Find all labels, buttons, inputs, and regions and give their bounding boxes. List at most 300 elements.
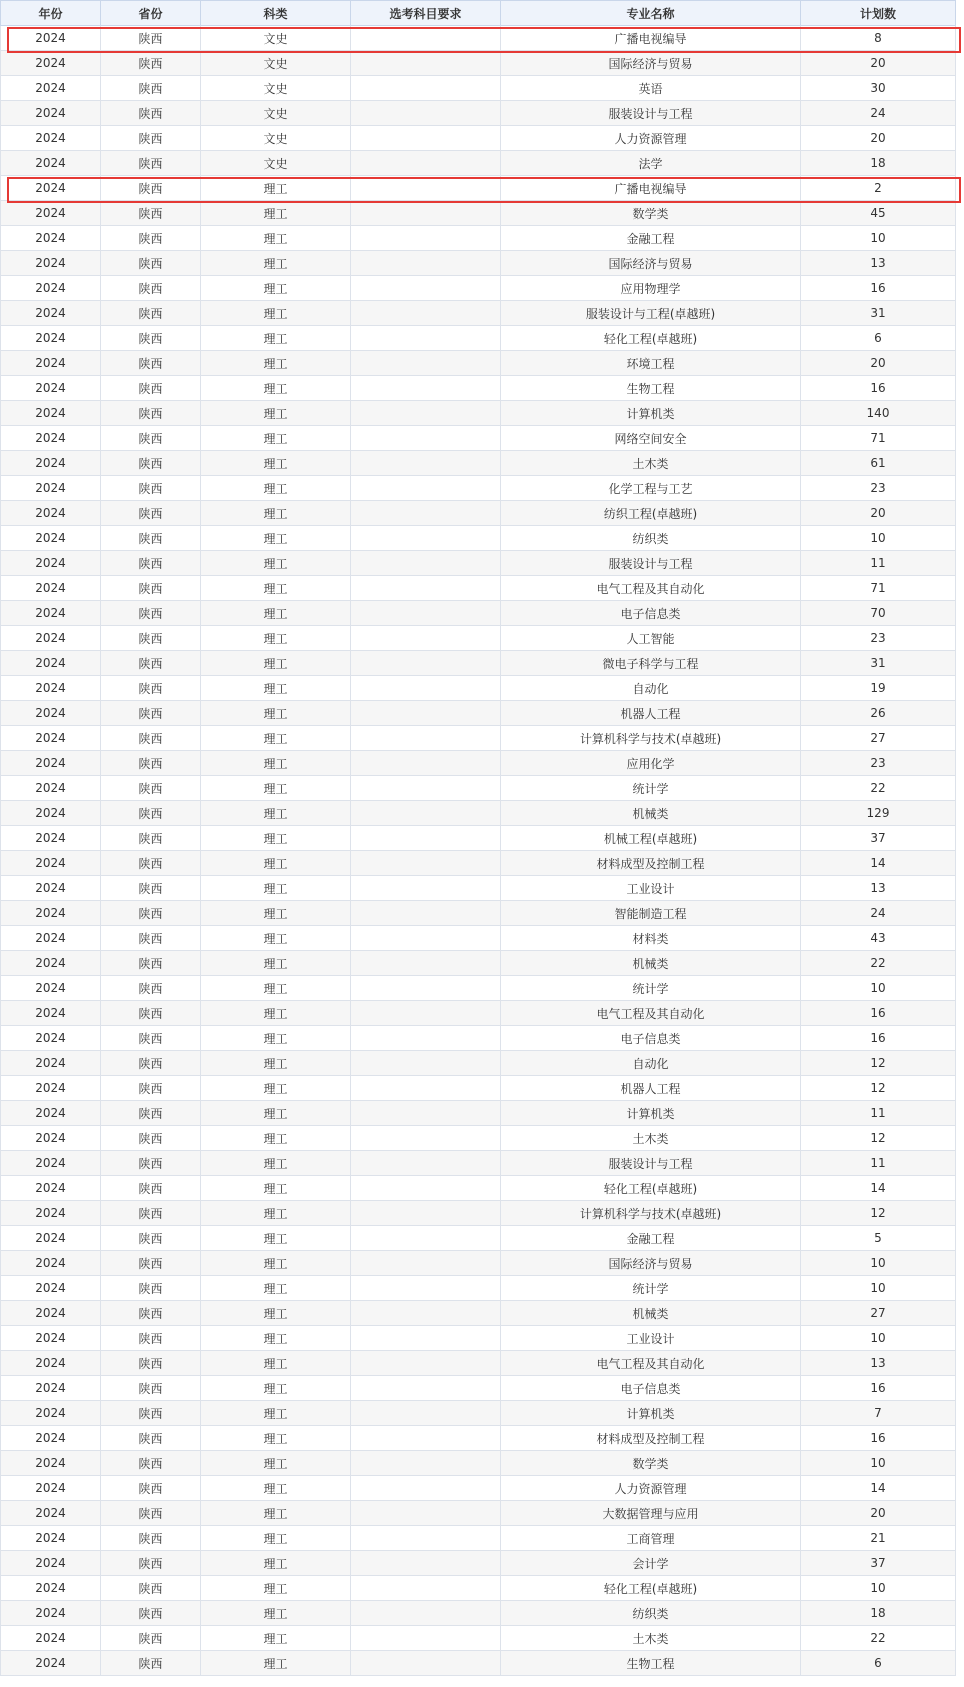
table-row [1,401,956,426]
cell-major-name: 国际经济与贸易 [501,1251,801,1276]
cell-province: 陕西 [101,926,201,951]
cell-subject-requirement [351,626,501,651]
cell-category: 理工 [201,751,351,776]
cell-year: 2024 [1,1151,101,1176]
cell-plan-count: 20 [801,126,956,151]
cell-year: 2024 [1,126,101,151]
table-row [1,201,956,226]
table-row [1,101,956,126]
table-row [1,1076,956,1101]
cell-subject-requirement [351,726,501,751]
cell-plan-count: 37 [801,826,956,851]
table-row [1,776,956,801]
cell-major-name: 电子信息类 [501,601,801,626]
table-row [1,601,956,626]
cell-category: 理工 [201,951,351,976]
cell-subject-requirement [351,1026,501,1051]
cell-major-name: 网络空间安全 [501,426,801,451]
table-row [1,1001,956,1026]
cell-category: 理工 [201,1376,351,1401]
cell-major-name: 机械类 [501,801,801,826]
cell-year: 2024 [1,676,101,701]
cell-year: 2024 [1,276,101,301]
cell-plan-count: 18 [801,151,956,176]
cell-plan-count: 14 [801,1176,956,1201]
cell-major-name: 生物工程 [501,1651,801,1676]
cell-province: 陕西 [101,851,201,876]
cell-plan-count: 13 [801,1351,956,1376]
cell-category: 理工 [201,1551,351,1576]
cell-province: 陕西 [101,601,201,626]
cell-year: 2024 [1,1451,101,1476]
table-row [1,251,956,276]
cell-category: 理工 [201,326,351,351]
cell-subject-requirement [351,176,501,201]
cell-category: 文史 [201,26,351,51]
cell-category: 理工 [201,1476,351,1501]
cell-major-name: 会计学 [501,1551,801,1576]
cell-category: 理工 [201,726,351,751]
cell-year: 2024 [1,101,101,126]
cell-subject-requirement [351,401,501,426]
cell-province: 陕西 [101,776,201,801]
cell-year: 2024 [1,1001,101,1026]
cell-province: 陕西 [101,976,201,1001]
cell-plan-count: 61 [801,451,956,476]
cell-province: 陕西 [101,1601,201,1626]
cell-major-name: 机器人工程 [501,701,801,726]
cell-year: 2024 [1,876,101,901]
cell-year: 2024 [1,201,101,226]
cell-major-name: 电气工程及其自动化 [501,576,801,601]
cell-province: 陕西 [101,376,201,401]
header-province[interactable]: 省份 [101,1,201,26]
cell-category: 理工 [201,801,351,826]
cell-province: 陕西 [101,1076,201,1101]
table-row [1,1451,956,1476]
table-row [1,1276,956,1301]
cell-province: 陕西 [101,1351,201,1376]
cell-plan-count: 20 [801,1501,956,1526]
cell-major-name: 机械类 [501,1301,801,1326]
cell-year: 2024 [1,251,101,276]
cell-subject-requirement [351,451,501,476]
cell-category: 理工 [201,626,351,651]
cell-year: 2024 [1,526,101,551]
cell-year: 2024 [1,1476,101,1501]
cell-major-name: 计算机类 [501,1401,801,1426]
cell-plan-count: 22 [801,951,956,976]
cell-plan-count: 19 [801,676,956,701]
cell-province: 陕西 [101,1426,201,1451]
cell-plan-count: 16 [801,276,956,301]
cell-category: 理工 [201,1251,351,1276]
cell-subject-requirement [351,1551,501,1576]
cell-plan-count: 140 [801,401,956,426]
cell-plan-count: 2 [801,176,956,201]
cell-plan-count: 13 [801,876,956,901]
cell-province: 陕西 [101,1176,201,1201]
cell-province: 陕西 [101,551,201,576]
cell-plan-count: 10 [801,1251,956,1276]
cell-province: 陕西 [101,676,201,701]
cell-category: 理工 [201,876,351,901]
table-row [1,701,956,726]
cell-subject-requirement [351,751,501,776]
cell-year: 2024 [1,1276,101,1301]
cell-subject-requirement [351,901,501,926]
table-row [1,1526,956,1551]
cell-year: 2024 [1,851,101,876]
cell-plan-count: 10 [801,1576,956,1601]
table-row [1,826,956,851]
cell-province: 陕西 [101,1551,201,1576]
table-row [1,1151,956,1176]
header-subject-requirement[interactable]: 选考科目要求 [351,1,501,26]
cell-subject-requirement [351,126,501,151]
cell-category: 理工 [201,1101,351,1126]
cell-category: 理工 [201,1426,351,1451]
cell-year: 2024 [1,1326,101,1351]
cell-major-name: 应用化学 [501,751,801,776]
cell-year: 2024 [1,1351,101,1376]
cell-category: 理工 [201,1276,351,1301]
header-category[interactable]: 科类 [201,1,351,26]
cell-subject-requirement [351,376,501,401]
cell-subject-requirement [351,1651,501,1676]
cell-province: 陕西 [101,101,201,126]
cell-year: 2024 [1,1601,101,1626]
table-row [1,751,956,776]
cell-subject-requirement [351,76,501,101]
table-row [1,226,956,251]
cell-major-name: 化学工程与工艺 [501,476,801,501]
cell-province: 陕西 [101,651,201,676]
table-row [1,526,956,551]
cell-subject-requirement [351,1376,501,1401]
cell-year: 2024 [1,601,101,626]
cell-category: 理工 [201,1451,351,1476]
cell-plan-count: 12 [801,1051,956,1076]
cell-major-name: 统计学 [501,976,801,1001]
cell-major-name: 生物工程 [501,376,801,401]
cell-subject-requirement [351,101,501,126]
cell-year: 2024 [1,1401,101,1426]
cell-category: 理工 [201,1401,351,1426]
cell-subject-requirement [351,1401,501,1426]
cell-year: 2024 [1,976,101,1001]
cell-subject-requirement [351,326,501,351]
cell-subject-requirement [351,1326,501,1351]
cell-plan-count: 10 [801,1276,956,1301]
cell-category: 理工 [201,1001,351,1026]
cell-category: 理工 [201,1501,351,1526]
cell-major-name: 计算机科学与技术(卓越班) [501,726,801,751]
cell-major-name: 广播电视编导 [501,176,801,201]
cell-province: 陕西 [101,26,201,51]
cell-plan-count: 16 [801,1001,956,1026]
cell-year: 2024 [1,1076,101,1101]
cell-plan-count: 27 [801,1301,956,1326]
cell-year: 2024 [1,726,101,751]
cell-major-name: 服装设计与工程 [501,101,801,126]
cell-province: 陕西 [101,951,201,976]
header-plan-count[interactable]: 计划数 [801,1,956,26]
cell-major-name: 英语 [501,76,801,101]
cell-plan-count: 12 [801,1076,956,1101]
table-row [1,876,956,901]
table-row [1,1051,956,1076]
header-major-name[interactable]: 专业名称 [501,1,801,26]
cell-category: 文史 [201,126,351,151]
table-row [1,1551,956,1576]
cell-plan-count: 11 [801,1101,956,1126]
table-row [1,301,956,326]
cell-plan-count: 11 [801,1151,956,1176]
cell-major-name: 自动化 [501,1051,801,1076]
cell-subject-requirement [351,1501,501,1526]
cell-subject-requirement [351,876,501,901]
cell-plan-count: 23 [801,626,956,651]
table-row [1,1026,956,1051]
cell-category: 理工 [201,251,351,276]
cell-plan-count: 6 [801,326,956,351]
cell-year: 2024 [1,701,101,726]
table-row [1,1576,956,1601]
cell-major-name: 电子信息类 [501,1026,801,1051]
cell-province: 陕西 [101,526,201,551]
cell-province: 陕西 [101,1576,201,1601]
cell-year: 2024 [1,326,101,351]
table-row [1,26,956,51]
cell-plan-count: 10 [801,526,956,551]
cell-subject-requirement [351,1251,501,1276]
cell-subject-requirement [351,1426,501,1451]
cell-year: 2024 [1,801,101,826]
cell-province: 陕西 [101,1401,201,1426]
cell-subject-requirement [351,851,501,876]
cell-plan-count: 24 [801,901,956,926]
cell-plan-count: 37 [801,1551,956,1576]
table-row [1,1651,956,1676]
cell-plan-count: 26 [801,701,956,726]
table-row [1,1626,956,1651]
cell-subject-requirement [351,1526,501,1551]
table-row [1,901,956,926]
cell-province: 陕西 [101,1301,201,1326]
cell-province: 陕西 [101,201,201,226]
cell-category: 理工 [201,201,351,226]
cell-year: 2024 [1,376,101,401]
cell-plan-count: 20 [801,501,956,526]
cell-year: 2024 [1,1126,101,1151]
cell-major-name: 统计学 [501,776,801,801]
cell-province: 陕西 [101,401,201,426]
cell-subject-requirement [351,551,501,576]
cell-year: 2024 [1,626,101,651]
cell-subject-requirement [351,251,501,276]
cell-year: 2024 [1,501,101,526]
cell-category: 理工 [201,851,351,876]
cell-year: 2024 [1,1426,101,1451]
cell-major-name: 轻化工程(卓越班) [501,1576,801,1601]
table-row [1,1126,956,1151]
cell-province: 陕西 [101,501,201,526]
cell-major-name: 智能制造工程 [501,901,801,926]
cell-subject-requirement [351,301,501,326]
cell-category: 理工 [201,776,351,801]
cell-subject-requirement [351,1626,501,1651]
cell-plan-count: 71 [801,426,956,451]
cell-category: 理工 [201,976,351,1001]
cell-category: 理工 [201,301,351,326]
cell-province: 陕西 [101,426,201,451]
cell-category: 理工 [201,526,351,551]
cell-major-name: 人工智能 [501,626,801,651]
cell-province: 陕西 [101,451,201,476]
cell-plan-count: 21 [801,1526,956,1551]
cell-category: 文史 [201,151,351,176]
cell-year: 2024 [1,926,101,951]
cell-year: 2024 [1,1051,101,1076]
cell-major-name: 计算机类 [501,1101,801,1126]
cell-year: 2024 [1,1176,101,1201]
cell-category: 理工 [201,1351,351,1376]
cell-year: 2024 [1,226,101,251]
cell-plan-count: 16 [801,376,956,401]
cell-major-name: 土木类 [501,1626,801,1651]
table-row [1,576,956,601]
cell-category: 文史 [201,76,351,101]
cell-category: 理工 [201,1526,351,1551]
cell-year: 2024 [1,1251,101,1276]
cell-plan-count: 24 [801,101,956,126]
cell-category: 理工 [201,501,351,526]
cell-category: 理工 [201,1651,351,1676]
header-year[interactable]: 年份 [1,1,101,26]
cell-plan-count: 16 [801,1426,956,1451]
cell-category: 理工 [201,426,351,451]
cell-category: 理工 [201,926,351,951]
cell-province: 陕西 [101,476,201,501]
cell-plan-count: 27 [801,726,956,751]
cell-major-name: 机器人工程 [501,1076,801,1101]
cell-major-name: 广播电视编导 [501,26,801,51]
cell-year: 2024 [1,551,101,576]
cell-category: 理工 [201,1126,351,1151]
cell-plan-count: 14 [801,1476,956,1501]
cell-province: 陕西 [101,1651,201,1676]
cell-plan-count: 22 [801,1626,956,1651]
cell-subject-requirement [351,501,501,526]
cell-province: 陕西 [101,1476,201,1501]
cell-subject-requirement [351,1301,501,1326]
cell-plan-count: 129 [801,801,956,826]
table-row [1,1601,956,1626]
cell-province: 陕西 [101,1451,201,1476]
cell-category: 理工 [201,1051,351,1076]
cell-province: 陕西 [101,51,201,76]
cell-category: 理工 [201,226,351,251]
cell-subject-requirement [351,601,501,626]
cell-subject-requirement [351,801,501,826]
cell-subject-requirement [351,526,501,551]
cell-province: 陕西 [101,1501,201,1526]
cell-year: 2024 [1,901,101,926]
cell-category: 理工 [201,1226,351,1251]
cell-province: 陕西 [101,1051,201,1076]
cell-major-name: 纺织类 [501,1601,801,1626]
cell-province: 陕西 [101,876,201,901]
cell-year: 2024 [1,1551,101,1576]
cell-province: 陕西 [101,301,201,326]
cell-major-name: 服装设计与工程(卓越班) [501,301,801,326]
cell-subject-requirement [351,226,501,251]
cell-province: 陕西 [101,251,201,276]
cell-subject-requirement [351,1476,501,1501]
table-row [1,1201,956,1226]
cell-category: 文史 [201,101,351,126]
cell-year: 2024 [1,1101,101,1126]
table-row [1,1326,956,1351]
cell-year: 2024 [1,826,101,851]
table-body [1,26,956,1676]
cell-year: 2024 [1,1376,101,1401]
cell-major-name: 服装设计与工程 [501,1151,801,1176]
cell-category: 理工 [201,351,351,376]
cell-province: 陕西 [101,76,201,101]
table-row [1,626,956,651]
cell-plan-count: 16 [801,1376,956,1401]
cell-province: 陕西 [101,626,201,651]
cell-subject-requirement [351,51,501,76]
cell-category: 理工 [201,176,351,201]
cell-plan-count: 5 [801,1226,956,1251]
cell-plan-count: 22 [801,776,956,801]
cell-plan-count: 10 [801,1326,956,1351]
header-row [1,1,956,26]
table-row [1,926,956,951]
cell-subject-requirement [351,1226,501,1251]
table-row [1,501,956,526]
cell-year: 2024 [1,1301,101,1326]
cell-province: 陕西 [101,1326,201,1351]
cell-year: 2024 [1,426,101,451]
cell-major-name: 应用物理学 [501,276,801,301]
cell-subject-requirement [351,1351,501,1376]
cell-major-name: 金融工程 [501,1226,801,1251]
cell-major-name: 土木类 [501,1126,801,1151]
cell-major-name: 自动化 [501,676,801,701]
cell-province: 陕西 [101,1526,201,1551]
table-row [1,1101,956,1126]
table-row [1,726,956,751]
cell-year: 2024 [1,951,101,976]
cell-subject-requirement [351,1126,501,1151]
cell-year: 2024 [1,651,101,676]
cell-major-name: 材料类 [501,926,801,951]
cell-year: 2024 [1,401,101,426]
cell-province: 陕西 [101,751,201,776]
cell-subject-requirement [351,1601,501,1626]
table-row [1,676,956,701]
cell-major-name: 服装设计与工程 [501,551,801,576]
cell-plan-count: 31 [801,651,956,676]
cell-province: 陕西 [101,226,201,251]
cell-category: 理工 [201,701,351,726]
cell-plan-count: 16 [801,1026,956,1051]
cell-province: 陕西 [101,576,201,601]
